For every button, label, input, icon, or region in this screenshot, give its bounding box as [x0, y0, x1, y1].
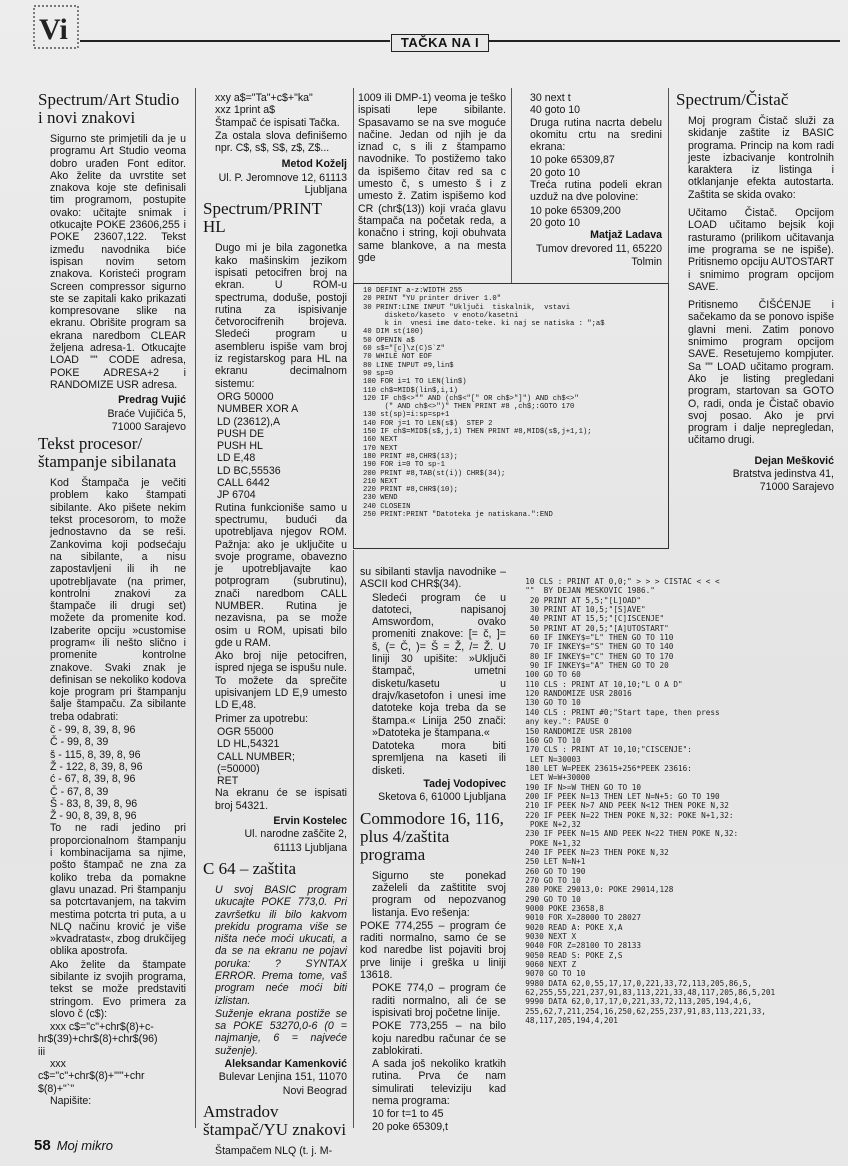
- code-line: c$="c"+chr$(8)+"'"+chr: [38, 1070, 145, 1083]
- code-line: CALL 6442: [217, 477, 270, 490]
- code-line: 290 GO TO 10: [516, 894, 581, 904]
- code-line: 160 NEXT: [363, 436, 398, 445]
- code-line: 200 PRINT #8,TAB(st(i)) CHR$(34);: [363, 469, 506, 478]
- article-text: su sibilanti stavlja navodnike – ASCII kod CHR$(34).: [360, 566, 506, 591]
- article-text: Druga rutina nacrta debelu okomitu crtu na sredini ekrana:: [530, 116, 662, 154]
- address: Braće Vujičića 5,: [107, 407, 186, 420]
- article-title: Spectrum/Čistač: [676, 90, 789, 109]
- code-line: 255,62,7,211,254,16,250,62,255,237,91,83,113,221,33,: [516, 1006, 766, 1016]
- address: 61113 Ljubljana: [273, 841, 347, 854]
- code-line: 9020 READ A: POKE X,A: [516, 922, 623, 932]
- code-line: 40 goto 10: [530, 104, 581, 117]
- address: Tolmin: [631, 255, 662, 268]
- address: Sketova 6, 61000 Ljubljana: [378, 791, 506, 804]
- code-line: 100 FOR i=1 TO LEN(lin$): [363, 378, 467, 387]
- code-line: 100 GO TO 60: [516, 670, 581, 680]
- example-listing: [203, 726, 347, 787]
- code-line: 200 IF PEEK N=13 THEN LET N=N+5: GO TO 190: [516, 791, 720, 801]
- code-line: Č - 99, 8, 39: [50, 736, 109, 749]
- article-text: Treća rutina podeli ekran uzduž na dve polovine:: [530, 179, 662, 204]
- address: Tumov drevored 11, 65220: [535, 242, 662, 255]
- article-text: Štampač će ispisati Tačka.: [215, 116, 340, 129]
- code-line: 9000 POKE 23658,8: [516, 904, 604, 914]
- author: Ervin Kostelec: [273, 815, 347, 828]
- address: Bulevar Lenjina 151, 11070: [218, 1071, 347, 1084]
- article-text: Datoteka mora biti spremljena na kaseti ili disketi.: [372, 740, 506, 777]
- code-line: PUSH HL: [217, 440, 263, 453]
- code-line: PUSH DE: [217, 427, 265, 440]
- code-line: (" AND ch$<>")" THEN PRINT #8 ,ch$;:GOTO 170: [363, 403, 575, 412]
- code-line: 150 IF ch$=MID$(s$,j,1) THEN PRINT #8,MID$(s$,j+1,1);: [363, 428, 592, 437]
- magazine-name: Moj mikro: [56, 1138, 114, 1153]
- page-number: 58: [34, 1137, 51, 1154]
- code-line: NUMBER XOR A: [217, 403, 299, 416]
- column-5: [676, 88, 834, 495]
- author: Metod Koželj: [281, 158, 347, 171]
- code-line: Š - 83, 8, 39, 8, 96: [50, 797, 138, 810]
- code-line: š - 115, 8, 39, 8, 96: [50, 748, 141, 761]
- code-line: 20 PRINT AT 5,5;"[L]OAD": [516, 595, 641, 605]
- address: Bratstva jedinstva 41,: [732, 468, 834, 481]
- svg-text:Vi: Vi: [39, 13, 68, 46]
- code-line: 160 GO TO 10: [516, 735, 581, 745]
- section-title: TAČKA NA I: [391, 34, 489, 52]
- article-text: Primer za upotrebu:: [215, 712, 309, 725]
- code-line: (=50000): [217, 762, 260, 775]
- code-line: 120 IF ch$<>"" AND (ch$<"[" OR ch$>"]") AND ch$<>": [363, 394, 579, 403]
- article-text: U svoj BASIC program ukucajte POKE 773,0. Pri završetku ili bilo kakvom prekidu programa više se ništa neće moći ukucati, a da se na ekranu ne pojavi poruka: ? SYNTAX ERROR. Prema tome, vaš program neće moći biti izlistan.: [215, 883, 347, 1007]
- article-text: POKE 774,255 – program će raditi normalno, samo će se kod naredbe list pojaviti broj prve linije i greška u liniji 13618.: [360, 919, 506, 982]
- code-line: 9980 DATA 62,0,55,17,17,0,221,33,72,113,205,86,5,: [516, 978, 753, 988]
- code-line: LD BC,55536: [217, 464, 281, 477]
- address: Ul. P. Jeromnove 12, 61113 Ljubljana: [218, 171, 347, 197]
- page-footer: [34, 1137, 113, 1154]
- article-text: To ne radi jedino pri proporcionalnom štampanju i kombinacijama sa njime, pošto štampač ne zna za koliko treba da pomakne glavu unazad. Pri štampanju sa potcrtavanjem, na takvim mestima potcrta tri puta, a u NLQ načinu krović je više »kvadratast«, zbog drukčijeg oblika apostrofa.: [50, 822, 186, 958]
- code-line: 90 sp=0: [363, 369, 394, 378]
- code-line: 20 goto 10: [530, 166, 581, 179]
- code-line: 50 OPENIN a$: [363, 336, 415, 345]
- code-line: 210 IF PEEK N>7 AND PEEK N<12 THEN POKE N,32: [516, 801, 729, 811]
- code-line: xxx c$="c"+chr$(8)+c-: [50, 1021, 154, 1034]
- code-line: 30 PRINT:LINE INPUT "Uključi tiskalnik, vstavi: [363, 303, 571, 312]
- article-text: Dugo mi je bila zagonetka kako mašinskim jezikom ispisati petocifren broj na ekran. U ROM-u spectruma, doduše, postoji rutina za ispisivanje četvorocifrenih brojeva. Sledeći program u asembleru ispiše vam broj iz registarskog para HL na ekranu decimalnom sistemu:: [215, 242, 347, 390]
- address: 71000 Sarajevo: [759, 481, 834, 494]
- code-line: 250 PRINT:PRINT "Datoteka je natiskana.":END: [363, 511, 553, 520]
- code-line: 60 s$="[c]\z(C)S`Z": [363, 345, 445, 354]
- basic-listing: [516, 577, 775, 1026]
- code-line: 260 GO TO 190: [516, 866, 586, 876]
- author: Matjaž Ladava: [590, 229, 662, 242]
- code-line: 9990 DATA 62,0,17,17,0,221,33,72,113,205,194,4,6,: [516, 997, 753, 1007]
- code-line: POKE N+2,32: [516, 819, 581, 829]
- article-text: Sigurno ste ponekad zaželeli da zaštitite svoj program od nepozvanog listanja. Evo rešenja:: [372, 869, 506, 919]
- code-line: 9060 NEXT Z: [516, 960, 577, 970]
- code-line: xxx: [50, 1058, 66, 1071]
- author: Dejan Mešković: [754, 454, 834, 467]
- code-line: 20 PRINT "YU printer driver 1.0": [363, 295, 502, 304]
- code-line: 20 poke 65309,t: [372, 1120, 448, 1133]
- code-line: JP 6704: [217, 489, 256, 502]
- code-line: CALL NUMBER;: [217, 750, 295, 763]
- code-line: 190 IF N>=W THEN GO TO 10: [516, 782, 641, 792]
- basic-listing: [363, 287, 605, 519]
- code-line: 9050 READ S: POKE Z,S: [516, 950, 623, 960]
- code-line: disketo/kaseto v enoto/kasetni: [363, 311, 519, 320]
- code-line: 220 IF PEEK N=22 THEN POKE N,32: POKE N+1,32:: [516, 810, 734, 820]
- article-text: Štampačem NLQ (t. j. M-: [215, 1144, 333, 1157]
- code-line: 10 CLS : PRINT AT 0,0;" > > > CISTAC < < <: [516, 577, 720, 586]
- code-line: LET W=W+30000: [516, 773, 591, 783]
- code-line: 110 ch$=MID$(lin$,i,1): [363, 386, 458, 395]
- code-line: 60 IF INKEY$="L" THEN GO TO 110: [516, 633, 674, 643]
- article-text: Sigurno ste primjetili da je u programu Art Studio veoma dobro urađen Font editor. Ako želite da uvrstite set znakova koje ste definisali tim programom, postupite ovako: učitajte snimak i otkucajte POKE 23606,255 i POKE 23607,122. Tekst između navodnika biće ispisan novim setom znakova. Koristeći program Screen compressor sigurno ste se zapitali kako prikazati kompresovane slike na ekranu. Obrišite program sa ekrana naredbom CLEAR željena adresa-1. Otkucajte LOAD "" CODE adresa, POKE ADRESA+2 i RANDOMIZE USR adresa.: [50, 133, 186, 391]
- code-line: 240 IF PEEK N=23 THEN POKE N,32: [516, 847, 669, 857]
- code-line: 10 poke 65309,87: [530, 154, 615, 167]
- header-rule-left: [80, 40, 390, 42]
- article-text: Na ekranu će se ispisati broj 54321.: [215, 787, 347, 812]
- article-title: Commodore 16, 116, plus 4/zaštita programa: [360, 808, 504, 864]
- code-line: 10 for t=1 to 45: [372, 1108, 444, 1121]
- column-3-top: [358, 92, 506, 265]
- code-line: 90 IF INKEY$="A" THEN GO TO 20: [516, 661, 669, 671]
- vi-logo-icon: [33, 5, 79, 49]
- code-line: 80 LINE INPUT #9,lin$: [363, 361, 454, 370]
- code-line: 10 poke 65309,200: [530, 204, 621, 217]
- code-line: 40 DIM st(100): [363, 328, 424, 337]
- code-line: 80 IF INKEY$="C" THEN GO TO 170: [516, 651, 674, 661]
- code-line: 130 st(sp)=i:sp=sp+1: [363, 411, 450, 420]
- asm-listing: [203, 391, 347, 502]
- code-line: 20 goto 10: [530, 216, 581, 229]
- code-line: 180 LET W=PEEK 23615+256*PEEK 23616:: [516, 763, 692, 773]
- column-rule: [353, 88, 354, 283]
- code-line: 10 DEFINT a-z:WIDTH 255: [363, 287, 463, 295]
- article-title: Spectrum/Art Studio i novi znakovi: [38, 90, 180, 127]
- code-line: 9070 GO TO 10: [516, 969, 586, 979]
- code-line: LD E,48: [217, 452, 256, 465]
- code-line: 180 PRINT #8,CHR$(13);: [363, 452, 458, 461]
- article-text: Ako želite da štampate sibilante iz svojih programa, tekst se može predstaviti stringom. Evo primera za slovo č (c$):: [50, 958, 186, 1020]
- column-rule: [353, 550, 354, 1128]
- code-line: 70 IF INKEY$="S" THEN GO TO 140: [516, 642, 674, 652]
- code-line: 230 IF PEEK N=15 AND PEEK N<22 THEN POKE N,32:: [516, 829, 739, 839]
- header-rule-right: [488, 40, 840, 42]
- code-line: 40 PRINT AT 15,5;"[C]ISCENJE": [516, 614, 665, 624]
- code-line: ć - 67, 8, 39, 8, 96: [50, 773, 136, 786]
- article-title: Tekst procesor/štampanje sibilanata: [38, 434, 177, 472]
- code-line: 220 PRINT #8,CHR$(10);: [363, 486, 458, 495]
- address: Novi Beograd: [282, 1084, 347, 1097]
- author: Aleksandar Kamenković: [224, 1058, 347, 1071]
- code-line: Ž - 122, 8, 39, 8, 96: [50, 760, 143, 773]
- author: Predrag Vujić: [118, 394, 186, 407]
- author: Tadej Vodopivec: [423, 778, 506, 791]
- column-rule: [511, 88, 512, 283]
- article-text: Rutina funkcioniše samo u spectrumu, budući da upotrebljava njegov ROM. Pažnja: ako je uključite u svoje programe, obavezno je upotrebljavajte kao potprogram (subrutinu), znači naredbom CALL NUMBER. Rutina je nezavisna, pa se može osim u ROM, upisati bilo gde u RAM.: [215, 501, 347, 649]
- code-line: 9030 NEXT X: [516, 932, 577, 942]
- code-line: 9010 FOR X=28000 TO 28027: [516, 913, 641, 923]
- code-line: LD (23612),A: [217, 415, 281, 428]
- code-line: 30 PRINT AT 10,5;"[S]AVE": [516, 605, 646, 615]
- article-text: 1009 ili DMP-1) veoma je teško ispisati lepe sibilante. Spasavamo se na sve moguće načine. Jedan od njih je da iznad c, s ili z štampamo navodnike. To postižemo tako da ispišemo čitav red sa c umesto č, s umesto š i z umesto ž. Zatim ispišemo kod CR (chr$(13)) koji vraća glavu štampača na početak reda, a konačno i string, koji obuhvata same blankove, a na mesta gde: [358, 92, 506, 264]
- code-line: xxz 1print a$: [215, 104, 276, 117]
- article-title: Spectrum/PRINT HL: [203, 199, 322, 237]
- code-line: "" BY DEJAN MESKOVIC 1986.": [516, 586, 655, 596]
- code-line: 280 POKE 29013,0: POKE 29014,128: [516, 885, 674, 895]
- code-line: xxy a$="Ta"+c$+"ka": [215, 92, 313, 104]
- code-line: 9040 FOR Z=28100 TO 28133: [516, 941, 641, 951]
- column-2: [203, 92, 347, 1158]
- code-line: hr$(39)+chr$(8)+chr$(96): [38, 1033, 158, 1046]
- code-line: LET N=30003: [516, 754, 581, 764]
- code-listing-box: [512, 574, 839, 1130]
- address: 71000 Sarajevo: [111, 420, 186, 433]
- column-rule: [195, 88, 196, 1128]
- code-line: 50 PRINT AT 20,5;"[A]UTOSTART": [516, 623, 669, 633]
- code-line: OGR 55000: [217, 725, 274, 738]
- code-line: Ž - 90, 8, 39, 8, 96: [50, 810, 137, 823]
- column-4-top: [518, 92, 662, 269]
- code-line: k in vnesi ime dato-teke. ki naj se natiska : ";a$: [363, 320, 605, 329]
- article-text: POKE 774,0 – program će raditi normalno, ali će se ispisivati broj početne linije.: [372, 982, 506, 1019]
- article-text: Pritisnemo ČIŠĆENJE i sačekamo da se ponovo ispiše glavni meni. Zatim ponovo snimimo program opcijom SAVE. Resetujemo kompjuter. Sa "" LOAD učitamo program. Ako je listing pregledani program, startovan sa GOTO O, radi, onda je Čistač obavio svoj posao. Ako je prvi program i dalje nepregledan, učitamo drugi.: [688, 299, 834, 447]
- code-line: $(8)+"`": [38, 1082, 75, 1095]
- code-line: 210 NEXT: [363, 477, 398, 486]
- code-line: 130 GO TO 10: [516, 698, 581, 708]
- code-line: 230 WEND: [363, 494, 398, 503]
- article-text: Učitamo Čistač. Opcijom LOAD učitamo bejsik koji rasturamo (prilikom učitavanja ime programa se ne ispiše). Pritisnemo opciju AUTOSTART i snimimo program opcijom SAVE.: [688, 207, 835, 293]
- code-line: ORG 50000: [217, 390, 274, 403]
- address: Ul. narodne zaščite 2,: [244, 828, 347, 841]
- code-line: 190 FOR i=0 TO sp-1: [363, 461, 445, 470]
- code-line: 30 next t: [530, 92, 571, 104]
- code-line: 270 GO TO 10: [516, 876, 581, 885]
- code-line: any key.": PAUSE 0: [516, 717, 609, 727]
- code-line: Č - 67, 8, 39: [50, 785, 109, 798]
- column-1: [38, 88, 186, 1107]
- code-line: 70 WHILE NOT EOF: [363, 353, 433, 362]
- code-line: Napišite:: [50, 1094, 92, 1107]
- code-line: 140 CLS : PRINT #0;"Start tape, then press: [516, 707, 720, 717]
- article-text: POKE 773,255 – na bilo koju naredbu računar će se zablokirati.: [372, 1020, 506, 1057]
- code-line: POKE N+1,32: [516, 838, 581, 848]
- article-text: Kod Štampača je večiti problem kako štampati sibilante. Ako pišete nekim tekst procesorom, to može jednostavno da se reši. Zankovima koji podsećaju na sibilante, a nisu zapostavljeni ili ih ne upotrebljavate (na primer, kontrolni znakovi za štampače ili drugi set) možete da promenite kod. Izaberite opciju »customise program« ili nešto slično i promenite kontrolne znakove. Svaki znak je definisan se nekoliko kodova koje program pri štampanju šalje štampaču. Za sibilante treba odabrati:: [50, 477, 186, 723]
- code-list: [38, 724, 186, 822]
- article-text: Suženje ekrana postiže se sa POKE 53270,0-6 (0 = najmanje, 6 = najveće suženje).: [215, 1007, 347, 1057]
- code-line: 140 FOR j=1 TO LEN(s$) STEP 2: [363, 419, 493, 428]
- article-text: Za ostala slova definišemo npr. C$, s$, S$, z$, Z$...: [215, 129, 347, 155]
- code-line: LD HL,54321: [217, 738, 280, 751]
- article-text: Sledeći program će u datoteci, napisanoj Amsworđom, ovako promeniti znakove: [= č, ]= š, (= Č, )= Š = Ž, /= Ž. U liniji 30 upišite: »Uključi štampač, umetni disketu/kasetu u drajv/kasetofon i unesi ime datoteke koja treba da se štampa.« Linija 250 znači: »Datoteka je štampana.«: [372, 591, 506, 739]
- code-line: 250 LET N=N+1: [516, 857, 586, 867]
- column-3-bottom: [360, 566, 506, 1133]
- code-line: 48,117,205,194,4,201: [516, 1016, 618, 1026]
- code-line: 62,255,55,221,237,91,83,113,221,33,48,117,205,86,5,201: [516, 988, 776, 998]
- code-line: iii: [38, 1045, 46, 1058]
- code-line: 150 RANDOMIZE USR 28100: [516, 726, 632, 736]
- article-title: Amstradov štampač/YU znakovi: [203, 1101, 347, 1139]
- code-line: 170 CLS : PRINT AT 10,10;"CISCENJE":: [516, 745, 692, 755]
- code-line: RET: [217, 775, 239, 788]
- article-text: Moj program Čistač služi za skidanje zaštite iz BASIC programa. Princip na kom radi jeste izbacivanje kontrolnih karaktera iz listinga i otklanjanje efekta autostarta. Zaštita se skida ovako:: [688, 115, 834, 201]
- code-line: 240 CLOSEIN: [363, 502, 411, 511]
- article-title: C 64 – zaštita: [203, 858, 297, 878]
- code-listing-box: [353, 283, 669, 549]
- article-text: A sada još nekoliko kratkih rutina. Prva će nam simulirati televiziju kad nema programa:: [372, 1058, 506, 1107]
- article-text: Ako broj nije petocifren, ispred njega se ispušu nule. To možete da sprečite upisivanjem LD E,9 umesto LD E,48.: [215, 650, 347, 712]
- code-line: č - 99, 8, 39, 8, 96: [50, 724, 136, 737]
- code-line: 170 NEXT: [363, 444, 398, 453]
- code-line: 120 RANDOMIZE USR 28016: [516, 689, 632, 699]
- code-line: 110 CLS : PRINT AT 10,10;"L O A D": [516, 679, 683, 689]
